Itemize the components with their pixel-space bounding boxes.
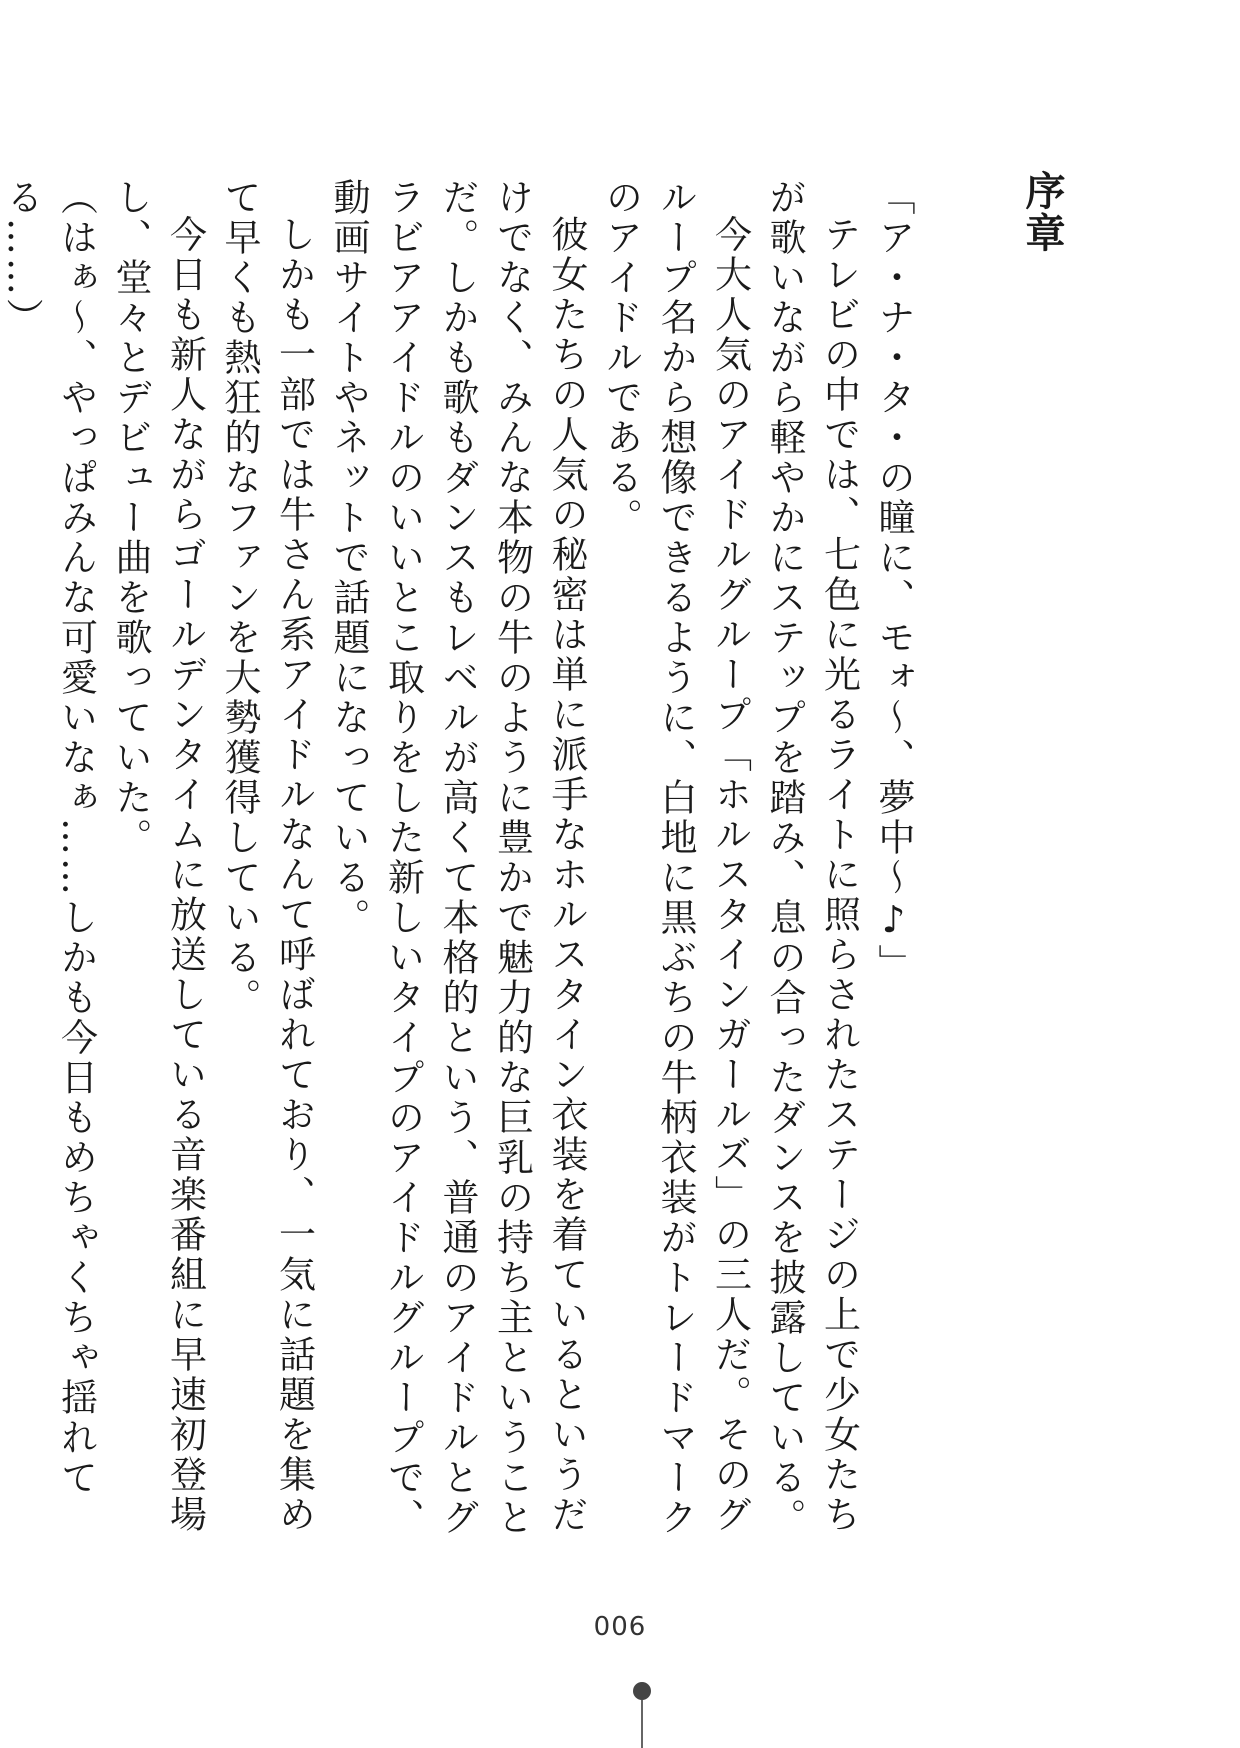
body-text	[0, 178, 920, 1558]
paragraph-6: 今日も新人ながらゴールデンタイムに放送している音楽番組に早速初登場し、堂々とデビュー曲を歌っていた。	[109, 178, 207, 1535]
chapter-title: 序章	[1019, 170, 1065, 254]
page-number: 006	[593, 1612, 647, 1642]
page-marker-dot	[633, 1682, 651, 1700]
page-marker-line	[641, 1700, 643, 1748]
paragraph-4: 彼女たちの人気の秘密は単に派手なホルスタイン衣装を着ているというだけでなく、みんな本物の牛のように豊かで魅力的な巨乳の持ち主ということだ。しかも歌もダンスもレベルが高くて本格的という、普通のアイドルとグラビアアイドルのいいとこ取りをした新しいタイプのアイドルグループで、動画サイトやネットで話題になっている。	[327, 178, 588, 1538]
paragraph-5: しかも一部では牛さん系アイドルなんて呼ばれており、一気に話題を集めて早くも熱狂的なファンを大勢獲得している。	[218, 178, 316, 1535]
paragraph-7: （はぁ～、やっぱみんな可愛いなぁ……しかも今日もめちゃくちゃ揺れてる……）	[0, 178, 98, 1498]
paragraph-3: 今大人気のアイドルグループ「ホルスタインガールズ」の三人だ。そのグループ名から想像できるように、白地に黒ぶちの牛柄衣装がトレードマークのアイドルである。	[599, 178, 752, 1538]
paragraph-2: テレビの中では、七色に光るライトに照らされたステージの上で少女たちが歌いながら軽やかにステップを踏み、息の合ったダンスを披露している。	[763, 178, 861, 1538]
paragraph-1: 「ア・ナ・タ・の瞳に、モォ～、夢中～♪」	[872, 178, 915, 984]
